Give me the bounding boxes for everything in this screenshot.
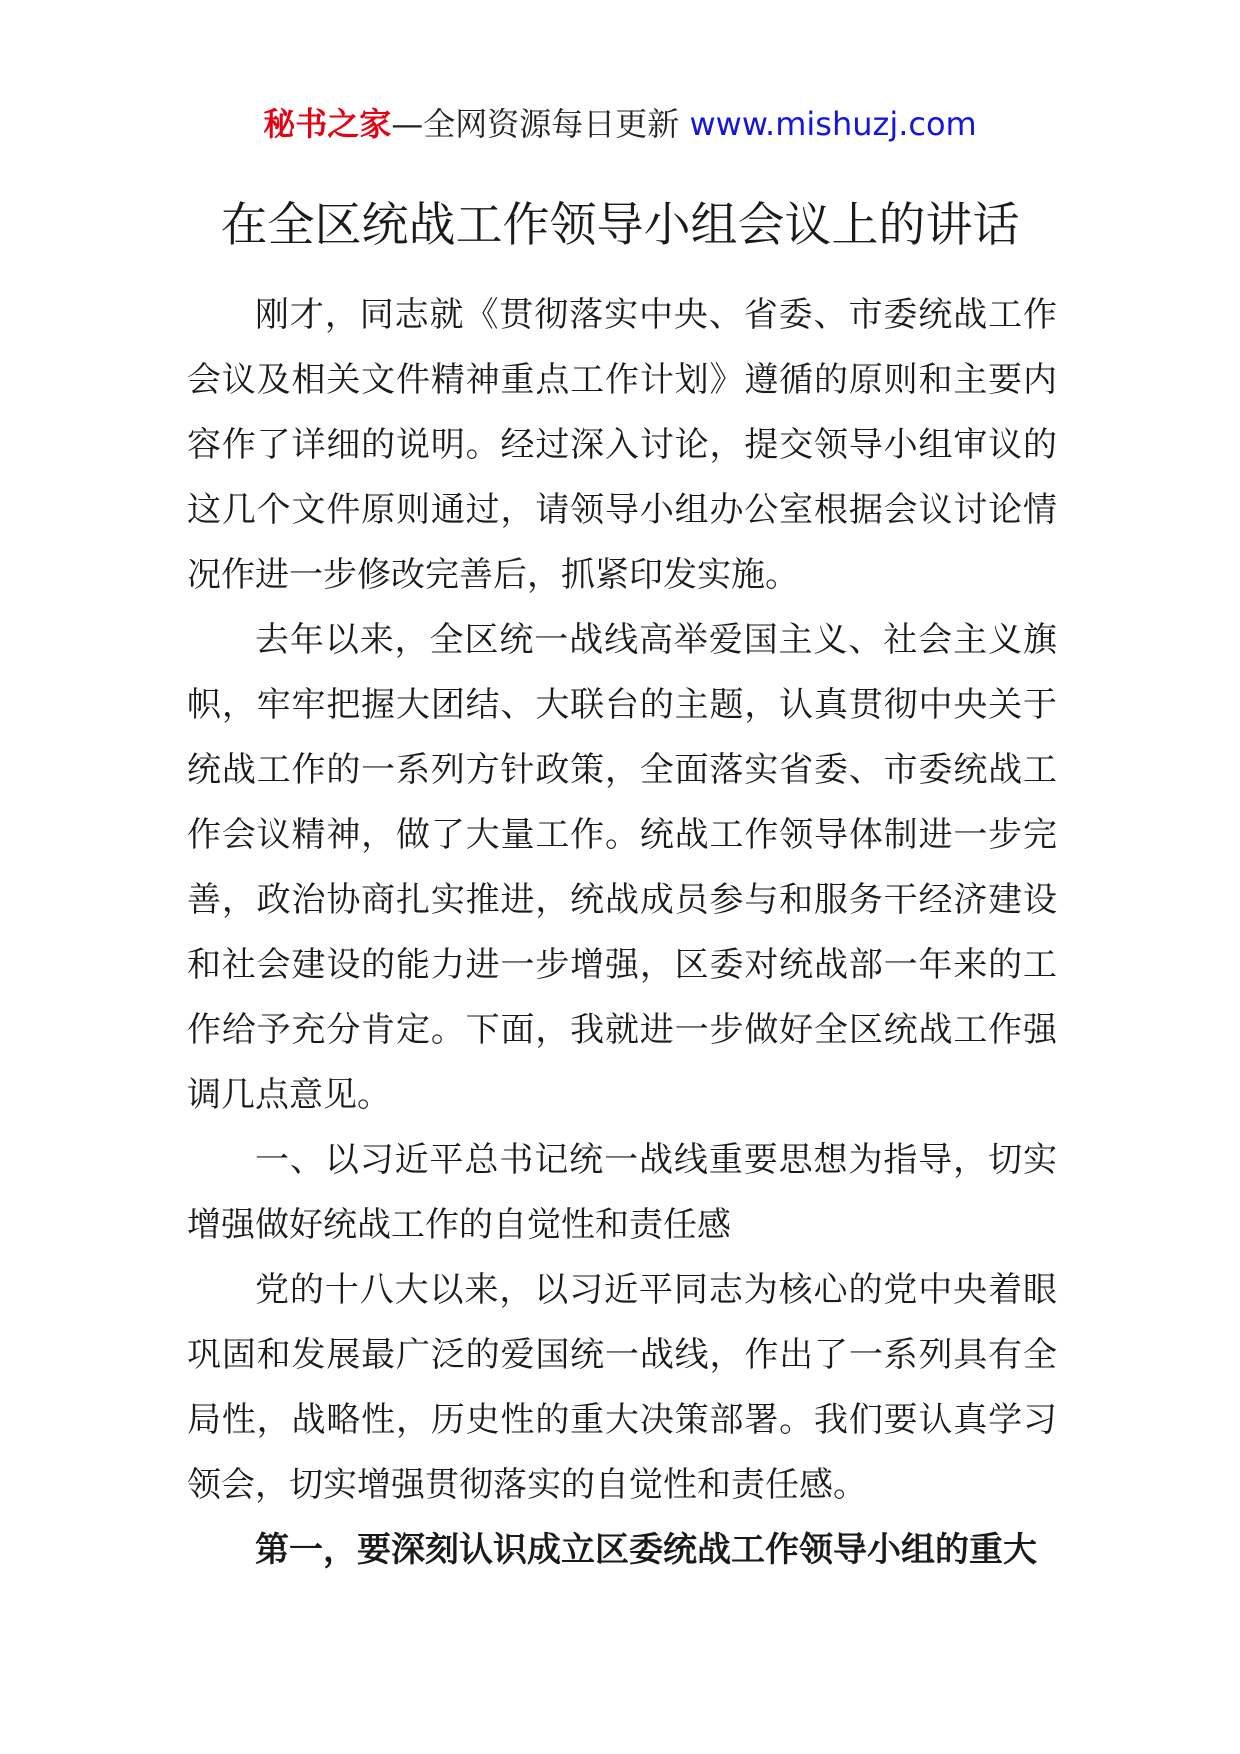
site-slogan: —全网资源每日更新 (391, 105, 680, 143)
document-title: 在全区统战工作领导小组会议上的讲话 (220, 198, 1020, 253)
subsection-heading-1: 第一，要深刻认识成立区委统战工作领导小组的重大 (255, 1530, 1037, 1570)
paragraph-2: 去年以来，全区统一战线高举爱国主义、社会主义旗帜，牢牢把握大团结、大联台的主题，认真贯彻中央关于统战工作的一系列方针政策，全面落实省委、市委统战工作会议精神，做了大量工作。统战工作领导体制进一步完善，政治协商扎实推进，统战成员参与和服务干经济建设和社会建设的能力进一步增强，区委对统战部一年来的工作给予充分肯定。下面，我就进一步做好全区统战工作强调几点意见。 (187, 620, 1057, 1115)
site-header (0, 100, 1240, 148)
paragraph-1: 刚才，同志就《贯彻落实中央、省委、市委统战工作会议及相关文件精神重点工作计划》遵循的原则和主要内容作了详细的说明。经过深入讨论，提交领导小组审议的这几个文件原则通过，请领导小组办公室根据会议讨论情况作进一步修改完善后，抓紧印发实施。 (187, 295, 1057, 595)
site-url-link[interactable]: www.mishuzj.com (689, 105, 977, 143)
site-brand: 秘书之家 (263, 105, 392, 143)
section-heading-1: 一、以习近平总书记统一战线重要思想为指导，切实增强做好统战工作的自觉性和责任感 (187, 1140, 1057, 1245)
paragraph-3: 党的十八大以来，以习近平同志为核心的党中央着眼巩固和发展最广泛的爱国统一战线，作出了一系列具有全局性，战略性，历史性的重大决策部署。我们要认真学习领会，切实增强贯彻落实的自觉性和责任感。 (187, 1270, 1057, 1505)
document-body (187, 283, 1057, 1583)
